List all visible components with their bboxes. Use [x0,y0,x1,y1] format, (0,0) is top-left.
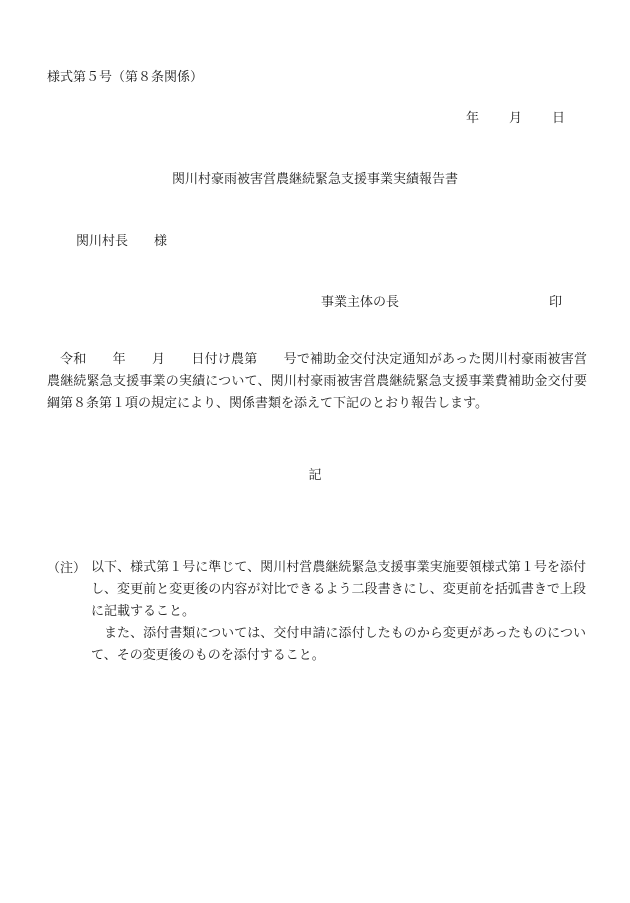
date-month-label: 月 [509,111,523,126]
seal-mark: 印 [549,295,563,310]
ki-heading: 記 [308,468,322,483]
date-year-label: 年 [466,111,480,126]
date-day-label: 日 [552,111,566,126]
date-line [466,107,565,126]
addressee [76,230,167,249]
applicant-label: 事業主体の長 [321,295,400,310]
body-day-part: 日付け農第 [191,352,258,367]
addressee-name: 関川村長 [76,234,129,249]
document-title: 関川村豪雨被害営農継続緊急支援事業実績報告書 [171,172,458,187]
body-year: 年 [112,352,126,367]
addressee-honorific: 様 [154,234,168,249]
form-number: 様式第５号（第８条関係） [47,70,204,85]
report-body [47,349,587,415]
note-paragraph-1: 以下、様式第１号に準じて、関川村営農継続緊急支援事業実施要領様式第１号を添付し、変更前と変更後の内容が対比できるよう二段書きにし、変更前を括弧書きで上段に記載すること。 [91,560,586,619]
body-era: 令和 [60,352,87,367]
note-paragraph-2: また、添付書類については、交付申請に添付したものから変更があったものについて、その変更後のものを添付すること。 [91,626,586,663]
note-label: （注） [47,561,87,576]
body-rest: 号で補助金交付決定通知があった関川村豪雨被害営農継続緊急支援事業の実績について、関川村豪雨被害営農継続緊急支援事業費補助金交付要綱第８条第１項の規定により、関係書類を添えて下記のとおり報告します。 [47,352,587,411]
body-month: 月 [151,352,166,367]
note-body [91,557,586,667]
